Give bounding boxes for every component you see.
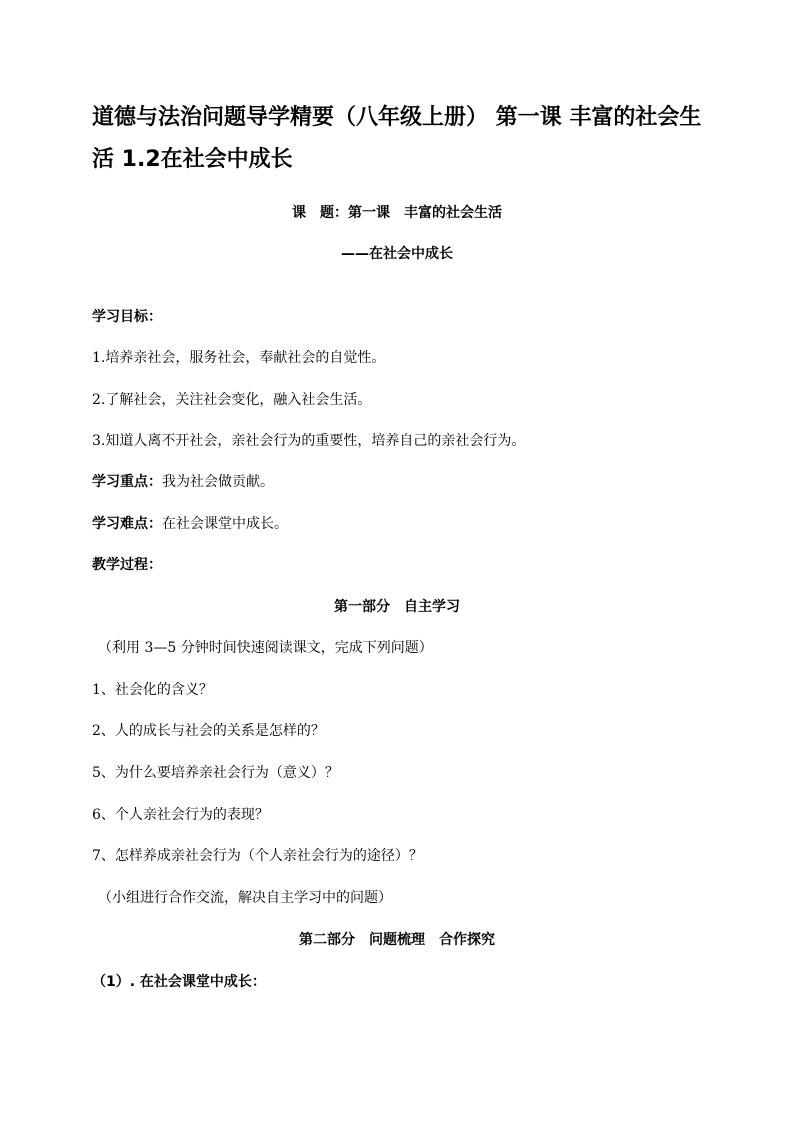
question-item: 1、社会化的含义？ (92, 682, 213, 698)
key-point-label: 学习重点： (92, 474, 162, 490)
process-label: 教学过程： (92, 557, 162, 573)
section-heading: （1）. 在社会课堂中成长： (92, 974, 266, 990)
document-title: 道德与法治问题导学精要（八年级上册） 第一课 丰富的社会生活 1.2在社会中成长 (92, 105, 702, 172)
question-item: 7、怎样养成亲社会行为（个人亲社会行为的途径）？ (92, 848, 423, 864)
difficulty-point (92, 514, 288, 534)
question-item: 2、人的成长与社会的关系是怎样的？ (92, 723, 325, 739)
objective-item: 2.了解社会，关注社会变化，融入社会生活。 (92, 392, 372, 408)
key-point (92, 472, 274, 492)
difficulty-text: 在社会课堂中成长。 (162, 516, 288, 532)
group-note: （小组进行合作交流，解决自主学习中的问题） (98, 890, 392, 906)
subject-heading: 课 题：第一课 丰富的社会生活 (292, 205, 502, 221)
part2-heading: 第二部分 问题梳理 合作探究 (299, 932, 495, 948)
question-item: 5、为什么要培养亲社会行为（意义）？ (92, 765, 339, 781)
part1-note: （利用 3—5 分钟时间快速阅读课文，完成下列问题） (98, 640, 433, 656)
objective-item: 1.培养亲社会，服务社会，奉献社会的自觉性。 (92, 350, 386, 366)
key-point-text: 我为社会做贡献。 (162, 474, 274, 490)
part1-heading: 第一部分 自主学习 (334, 599, 460, 615)
subject-subheading: ——在社会中成长 (341, 246, 453, 262)
difficulty-label: 学习难点： (92, 516, 162, 532)
question-item: 6、个人亲社会行为的表现？ (92, 807, 269, 823)
objective-item: 3.知道人离不开社会，亲社会行为的重要性，培养自己的亲社会行为。 (92, 433, 526, 449)
objectives-label: 学习目标： (92, 309, 162, 325)
